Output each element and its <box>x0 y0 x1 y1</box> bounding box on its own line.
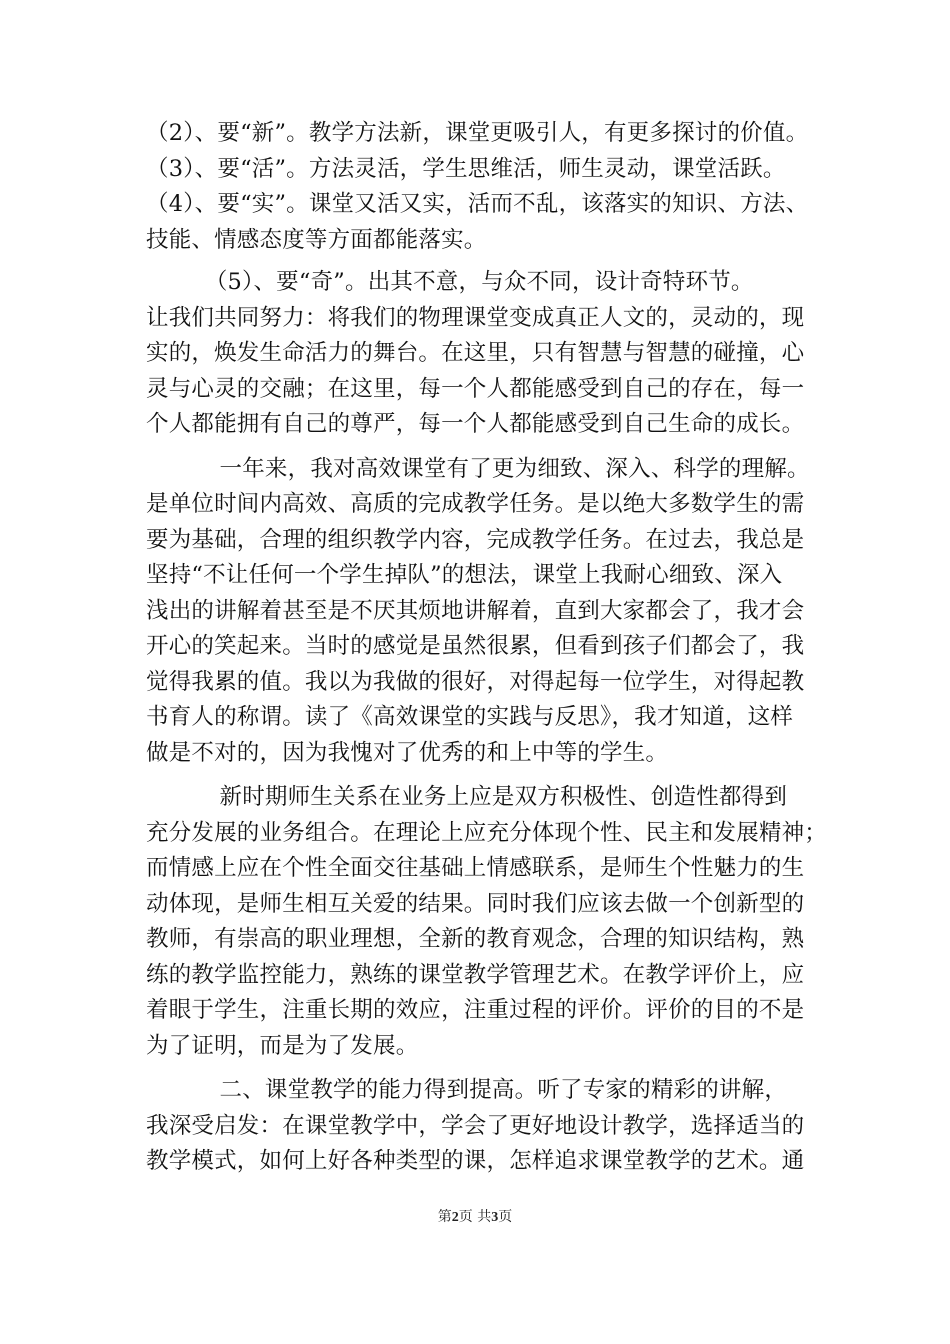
text-line: 让我们共同努力：将我们的物理课堂变成真正人文的，灵动的，现 <box>146 304 805 331</box>
current-page-number: 2 <box>451 1210 459 1225</box>
footer-suffix: 页 <box>498 1209 513 1225</box>
text-line: （3）、要“活”。方法灵活，学生思维活，师生灵动，课堂活跃。 <box>146 155 786 182</box>
paragraph-gap <box>146 258 814 265</box>
paragraph-gap <box>146 771 814 780</box>
text-line: 浅出的讲解着甚至是不厌其烦地讲解着，直到大家都会了，我才会 <box>146 597 805 624</box>
text-line: 而情感上应在个性全面交往基础上情感联系，是师生个性魅力的生 <box>146 855 805 881</box>
text-line: 一年来，我对高效课堂有了更为细致、深入、科学的理解。 <box>146 455 810 482</box>
text-line: 个人都能拥有自己的尊严，每一个人都能感受到自己生命的成长。 <box>146 411 805 437</box>
text-line: （2）、要“新”。教学方法新，课堂更吸引人，有更多探讨的价值。 <box>146 120 809 146</box>
text-line: 是单位时间内高效、高质的完成教学任务。是以绝大多数学生的需 <box>146 491 805 517</box>
footer-prefix: 第 <box>437 1209 452 1225</box>
text-line: 做是不对的，因为我愧对了优秀的和上中等的学生。 <box>146 739 669 766</box>
text-line: 新时期师生关系在业务上应是双方积极性、创造性都得到 <box>146 784 788 810</box>
text-line: 技能、情感态度等方面都能落实。 <box>146 226 487 253</box>
total-page-count: 3 <box>491 1210 499 1225</box>
text-line: 教师，有崇高的职业理想，全新的教育观念，合理的知识结构，熟 <box>146 926 805 952</box>
text-line: 坚持“不让任何一个学生掉队”的想法，课堂上我耐心细致、深入 <box>146 562 783 588</box>
text-line: 实的，焕发生命活力的舞台。在这里，只有智慧与智慧的碰撞，心 <box>146 340 805 366</box>
footer-middle: 页 共 <box>458 1209 492 1225</box>
body-text <box>146 116 828 1180</box>
page-footer <box>0 1206 950 1226</box>
text-line: 着眼于学生，注重长期的效应，注重过程的评价。评价的目的不是 <box>146 997 805 1023</box>
text-line: 要为基础，合理的组织教学内容，完成教学任务。在过去，我总是 <box>146 526 805 553</box>
paragraph-gap <box>146 1064 814 1073</box>
text-line: 开心的笑起来。当时的感觉是虽然很累，但看到孩子们都会了，我 <box>146 633 805 659</box>
text-line: 动体现，是师生相互关爱的结果。同时我们应该去做一个创新型的 <box>146 890 805 917</box>
text-line: 二、课堂教学的能力得到提高。听了专家的精彩的讲解， <box>146 1077 788 1103</box>
text-line: 为了证明，而是为了发展。 <box>146 1032 419 1059</box>
text-line: （4）、要“实”。课堂又活又实，活而不乱，该落实的知识、方法、 <box>146 191 809 217</box>
text-line: 充分发展的业务组合。在理论上应充分体现个性、民主和发展精神； <box>146 819 828 846</box>
text-line: 觉得我累的值。我以为我做的很好，对得起每一位学生，对得起教 <box>146 668 805 695</box>
paragraph-gap <box>146 443 814 452</box>
text-line: 我深受启发：在课堂教学中，学会了更好地设计教学，选择适当的 <box>146 1112 805 1139</box>
text-line: 练的教学监控能力，熟练的课堂教学管理艺术。在教学评价上，应 <box>146 961 805 988</box>
text-line: 书育人的称谓。读了《高效课堂的实践与反思》，我才知道，这样 <box>146 704 794 730</box>
text-line: （5）、要“奇”。出其不意，与众不同，设计奇特环节。 <box>146 269 754 295</box>
text-line: 教学模式，如何上好各种类型的课，怎样追求课堂教学的艺术。通 <box>146 1148 805 1174</box>
text-line: 灵与心灵的交融；在这里，每一个人都能感受到自己的存在，每一 <box>146 375 805 402</box>
